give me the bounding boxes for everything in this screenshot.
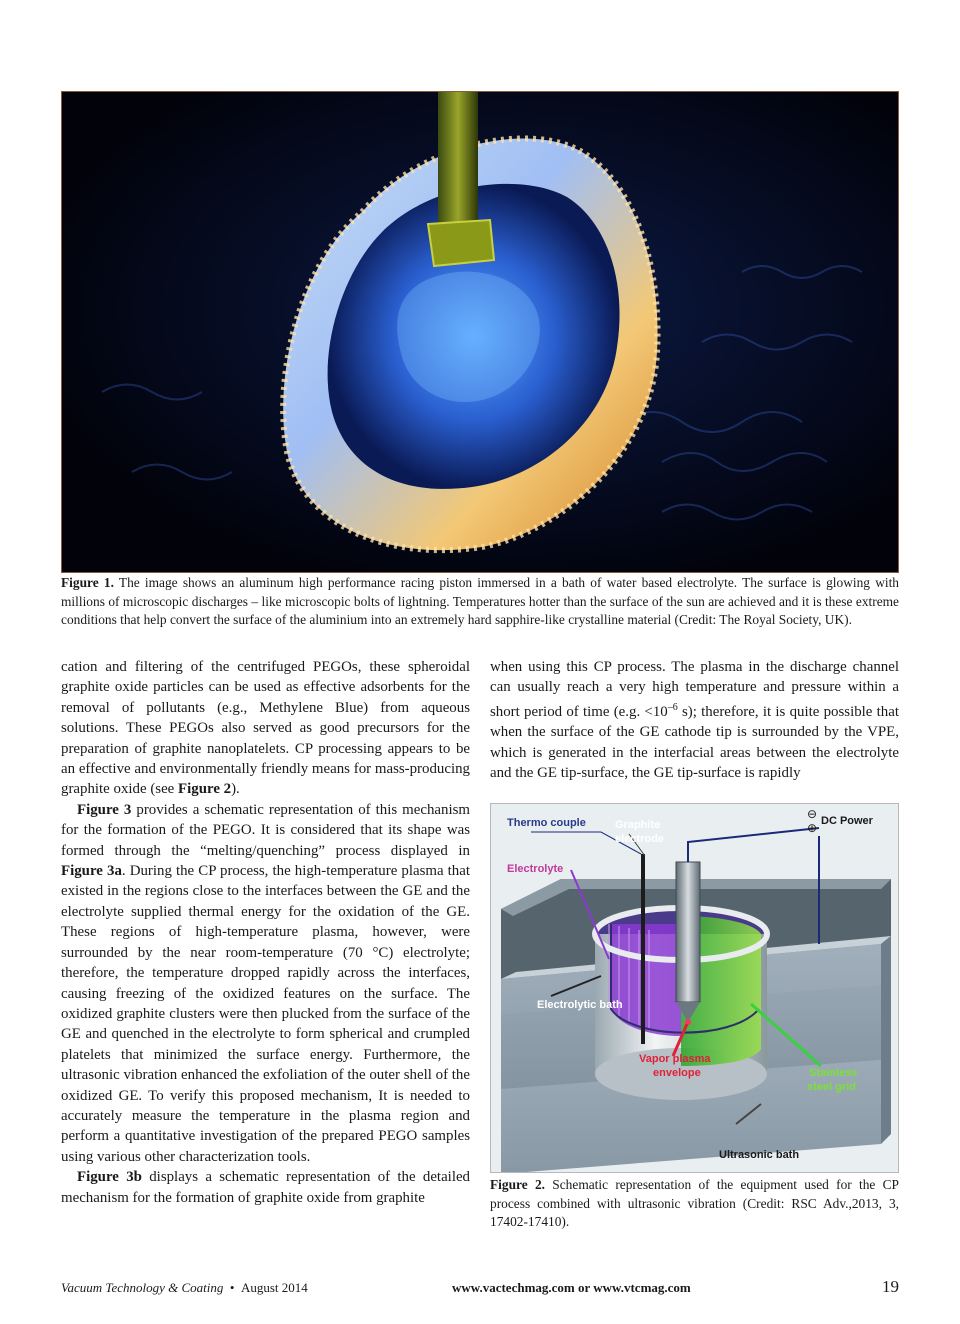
figure-3b-reference: Figure 3b xyxy=(77,1169,142,1186)
label-dc-power: DC Power xyxy=(821,815,873,827)
left-paragraph-2-text-a: provides a schematic representation of this mechanism for the formation of the PEGO. It is considered that its shape was formed through the “melting/quenching” process displayed in xyxy=(61,801,470,859)
right-paragraph-1-text-b: s); therefore, it is quite possible that when the surface of the GE cathode tip is surrounded by the VPE, which is generated in the interfacial areas between the electrolyte and the GE tip-surface, the GE tip-surface is rapidly xyxy=(490,703,899,781)
left-paragraph-2-text-b: . During the CP process, the high-temperature plasma that existed in the regions close to the interfaces between the GE and the electrolyte supplied thermal energy for the oxidation of the GE. These regions of high-temperature plasma, however, were surrounded by the near room-temperature (70 °C) electrolyte; therefore, the temperature dropped rapidly across the interfaces, causing freezing of the oxidized features on the surface. The oxidized graphite clusters were then plucked from the surface of the GE and quenched in the electrolyte to form spherical and crumpled platelets that minimized the surface energy. Furthermore, the ultrasonic vibration enhanced the exfoliation of the outer shell of the oxidized GE. To verify this proposed mechanism, It is needed to accurately measure the temperature in the plasma region and perform a quantitative investigation of the prepared PEGO samples using various other characterization tools. xyxy=(61,863,470,1165)
label-vapor-plasma-line2: envelope xyxy=(653,1067,701,1079)
plus-terminal-icon: ⊕ xyxy=(807,821,818,835)
label-graphite-electrode-line2: electrode xyxy=(615,833,664,845)
figure-3-reference: Figure 3 xyxy=(77,801,132,818)
footer-journal-name: Vacuum Technology & Coating xyxy=(61,1280,224,1295)
label-stainless-line2: steel grid xyxy=(807,1081,856,1093)
figure-2-label: Figure 2. xyxy=(490,1177,546,1192)
figure-1-caption-text: The image shows an aluminum high performance racing piston immersed in a bath of water based electrolyte. The surface is glowing with millions of microscopic discharges – like microscopic bolts of lightning. Temperatures hotter than the surface of the sun are achieved and it is these extreme conditions that help convert the surface of the aluminium into an extremely hard sapphire-like crystalline material (Credit: The Royal Society, UK). xyxy=(61,575,899,628)
figure-2-caption xyxy=(490,1176,899,1232)
label-thermo-couple: Thermo couple xyxy=(507,817,586,829)
footer-bullet: • xyxy=(229,1280,235,1295)
label-electrolyte: Electrolyte xyxy=(507,863,564,875)
right-paragraph-1-text-a: when using this CP process. The plasma in the discharge channel can usually reach a very high temperature and pressure within a short period of time (e.g. <10 xyxy=(490,659,899,720)
cp-equipment-schematic xyxy=(491,804,899,1173)
figure-2-caption-text: Schematic representation of the equipment used for the CP process combined with ultrasonic vibration (Credit: RSC Adv.,2013, 3, 17402-17410). xyxy=(490,1177,900,1230)
left-paragraph-2 xyxy=(61,800,470,1167)
footer-issue-date: August 2014 xyxy=(240,1280,308,1295)
label-stainless-line1: Stainless xyxy=(809,1067,858,1079)
label-graphite-electrode-line1: Graphite xyxy=(615,819,661,831)
figure-1-image xyxy=(61,91,899,573)
label-electrolytic-bath: Electrolytic bath xyxy=(537,999,623,1011)
figure-1-caption xyxy=(61,574,899,630)
label-ultrasonic-bath: Ultrasonic bath xyxy=(719,1149,800,1161)
figure-3a-reference: Figure 3a xyxy=(61,863,122,880)
left-paragraph-1-text: cation and filtering of the centrifuged PEGOs, these spheroidal graphite oxide particles can be used as effective adsorbents for the removal of pollutants (e.g., Methylene Blue) from aqueous solutions. These PEGOs also served as good precursors for the preparation of graphite nanoplatelets. CP processing appears to be an effective and environmentally friendly means for mass-producing graphite oxide (see xyxy=(61,659,470,798)
body-right-column xyxy=(490,657,899,783)
figure-1-label: Figure 1. xyxy=(61,575,114,590)
label-vapor-plasma-line1: Vapor plasma xyxy=(639,1053,711,1065)
figure-2-reference: Figure 2 xyxy=(178,781,232,798)
left-paragraph-3-text: displays a schematic representation of the detailed mechanism for the formation of graphite oxide from graphite xyxy=(61,1169,471,1206)
figure-2-image xyxy=(490,803,899,1173)
exponent-superscript: –6 xyxy=(667,701,678,713)
body-left-column xyxy=(61,657,470,1208)
footer-websites: www.vactechmag.com or www.vtcmag.com xyxy=(452,1280,691,1295)
left-paragraph-1-end: ). xyxy=(231,781,240,798)
plasma-piston-photo xyxy=(62,92,899,573)
right-paragraph-1 xyxy=(490,657,899,783)
page-number: 19 xyxy=(882,1277,899,1296)
footer-journal-info xyxy=(61,1280,308,1296)
page-footer xyxy=(61,1277,899,1300)
minus-terminal-icon: ⊖ xyxy=(807,807,818,821)
left-paragraph-3 xyxy=(61,1167,470,1208)
left-paragraph-1 xyxy=(61,657,470,800)
